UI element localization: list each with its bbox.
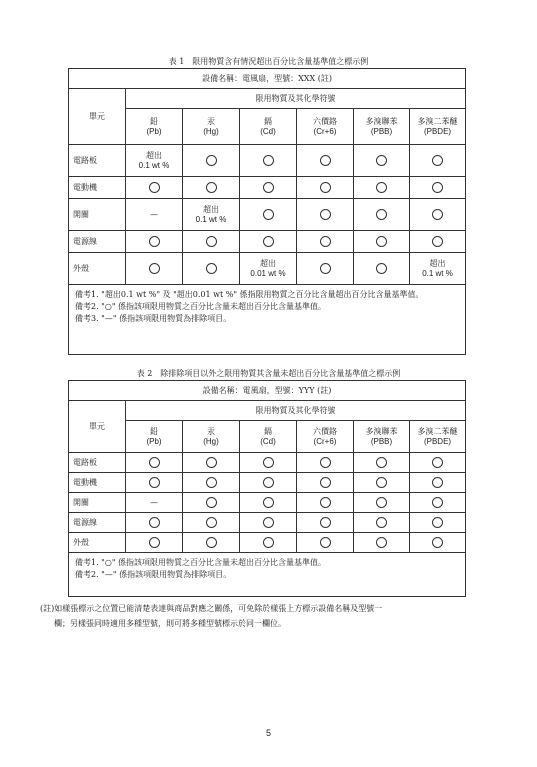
circle-icon xyxy=(432,209,443,220)
compliant-mark xyxy=(183,253,240,285)
unit-label: 電路板 xyxy=(69,453,126,473)
compliant-mark xyxy=(410,533,466,553)
circle-icon xyxy=(376,457,387,468)
substance-header: 鎘 (Cd) xyxy=(240,109,297,145)
substance-header: 多溴二苯醚 (PBDE) xyxy=(410,421,466,453)
table2-unit-header: 單元 xyxy=(69,401,126,453)
compliant-mark xyxy=(240,453,297,473)
circle-icon xyxy=(376,209,387,220)
compliant-mark xyxy=(126,473,183,493)
compliant-mark xyxy=(354,177,410,199)
note: 備考2. "○" 係指該項限用物質之百分比含量未超出百分比含量基準值。 xyxy=(75,302,327,311)
table1-body xyxy=(69,145,466,285)
table-row xyxy=(69,231,466,253)
compliant-mark xyxy=(354,253,410,285)
circle-icon xyxy=(376,517,387,528)
excluded-mark: — xyxy=(126,493,183,513)
circle-icon xyxy=(263,477,274,488)
table-row xyxy=(69,493,466,513)
circle-icon xyxy=(320,517,331,528)
circle-icon xyxy=(432,236,443,247)
substance-header: 鉛 (Pb) xyxy=(126,109,183,145)
table-row xyxy=(69,145,466,177)
circle-icon xyxy=(206,457,217,468)
circle-icon xyxy=(320,457,331,468)
compliant-mark xyxy=(354,473,410,493)
unit-label: 開關 xyxy=(69,493,126,513)
note: 備考1. "超出0.1 wt %" 及 "超出0.01 wt %" 係指限用物質之百分比含量超出百分比含量基準值。 xyxy=(75,290,424,299)
table1-unit-header: 單元 xyxy=(69,89,126,145)
substance-header: 多溴聯苯 (PBB) xyxy=(354,109,410,145)
compliant-mark xyxy=(240,533,297,553)
table2 xyxy=(68,380,466,597)
circle-icon xyxy=(206,497,217,508)
compliant-mark xyxy=(297,253,354,285)
exceed-mark: 超出 0.1 wt % xyxy=(410,253,466,285)
compliant-mark xyxy=(297,533,354,553)
table1-notes xyxy=(69,285,466,355)
compliant-mark xyxy=(297,199,354,231)
compliant-mark xyxy=(297,145,354,177)
compliant-mark xyxy=(183,231,240,253)
table1-substances-header: 限用物質及其化學符號 xyxy=(126,89,466,109)
table-row xyxy=(69,253,466,285)
circle-icon xyxy=(149,517,160,528)
circle-icon xyxy=(376,182,387,193)
unit-label: 外殼 xyxy=(69,533,126,553)
table1-caption: 表 1 限用物質含有情況超出百分比含量基準值之標示例 xyxy=(168,57,369,66)
circle-icon xyxy=(376,263,387,274)
compliant-mark xyxy=(183,493,240,513)
table-row xyxy=(69,177,466,199)
substance-header: 鉛 (Pb) xyxy=(126,421,183,453)
table2-notes xyxy=(69,553,466,597)
circle-icon xyxy=(263,457,274,468)
note: 備考3. "—" 係指該項限用物質為排除項目。 xyxy=(75,314,232,323)
circle-icon xyxy=(320,537,331,548)
circle-icon xyxy=(432,457,443,468)
footnote-line: (註)如樣張標示之位置已能清楚表達與商品對應之關係，可免除於樣張上方標示設備名稱及型號一 xyxy=(40,604,383,613)
compliant-mark xyxy=(183,177,240,199)
compliant-mark xyxy=(183,513,240,533)
circle-icon xyxy=(206,182,217,193)
circle-icon xyxy=(376,537,387,548)
circle-icon xyxy=(432,182,443,193)
compliant-mark xyxy=(354,231,410,253)
compliant-mark xyxy=(410,493,466,513)
compliant-mark xyxy=(297,493,354,513)
compliant-mark xyxy=(297,231,354,253)
exceed-mark: 超出 0.01 wt % xyxy=(240,253,297,285)
compliant-mark xyxy=(354,533,410,553)
compliant-mark xyxy=(410,199,466,231)
circle-icon xyxy=(149,477,160,488)
circle-icon xyxy=(376,477,387,488)
compliant-mark xyxy=(126,453,183,473)
excluded-mark: — xyxy=(126,199,183,231)
table1-substance-row xyxy=(69,109,466,145)
circle-icon xyxy=(376,236,387,247)
circle-icon xyxy=(149,236,160,247)
circle-icon xyxy=(320,155,331,166)
compliant-mark xyxy=(240,513,297,533)
circle-icon xyxy=(149,182,160,193)
compliant-mark xyxy=(410,231,466,253)
table2-substances-header: 限用物質及其化學符號 xyxy=(126,401,466,421)
table-row xyxy=(69,533,466,553)
compliant-mark xyxy=(297,513,354,533)
compliant-mark xyxy=(410,513,466,533)
circle-icon xyxy=(320,182,331,193)
table2-body xyxy=(69,453,466,553)
circle-icon xyxy=(206,477,217,488)
circle-icon xyxy=(206,517,217,528)
circle-icon xyxy=(263,155,274,166)
unit-label: 電路板 xyxy=(69,145,126,177)
circle-icon xyxy=(263,517,274,528)
compliant-mark xyxy=(297,177,354,199)
circle-icon xyxy=(206,155,217,166)
circle-icon xyxy=(206,263,217,274)
compliant-mark xyxy=(410,453,466,473)
table-row xyxy=(69,473,466,493)
circle-icon xyxy=(263,209,274,220)
substance-header: 六價鉻 (Cr+6) xyxy=(297,421,354,453)
compliant-mark xyxy=(354,453,410,473)
circle-icon xyxy=(320,263,331,274)
compliant-mark xyxy=(354,513,410,533)
substance-header: 多溴二苯醚 (PBDE) xyxy=(410,109,466,145)
circle-icon xyxy=(149,263,160,274)
circle-icon xyxy=(376,155,387,166)
compliant-mark xyxy=(297,473,354,493)
circle-icon xyxy=(320,236,331,247)
unit-label: 開關 xyxy=(69,199,126,231)
compliant-mark xyxy=(183,473,240,493)
unit-label: 電源線 xyxy=(69,231,126,253)
note: 備考1. "○" 係指該項限用物質之百分比含量未超出百分比含量基準值。 xyxy=(75,558,327,567)
substance-header: 六價鉻 (Cr+6) xyxy=(297,109,354,145)
circle-icon xyxy=(149,537,160,548)
compliant-mark xyxy=(410,145,466,177)
circle-icon xyxy=(320,209,331,220)
compliant-mark xyxy=(240,145,297,177)
compliant-mark xyxy=(240,473,297,493)
compliant-mark xyxy=(126,177,183,199)
circle-icon xyxy=(432,517,443,528)
circle-icon xyxy=(432,497,443,508)
circle-icon xyxy=(320,477,331,488)
circle-icon xyxy=(206,537,217,548)
unit-label: 電源線 xyxy=(69,513,126,533)
exceed-mark: 超出 0.1 wt % xyxy=(126,145,183,177)
compliant-mark xyxy=(126,231,183,253)
page-number: 5 xyxy=(265,728,271,738)
exceed-mark: 超出 0.1 wt % xyxy=(183,199,240,231)
footnote xyxy=(40,601,510,631)
compliant-mark xyxy=(354,145,410,177)
circle-icon xyxy=(263,182,274,193)
compliant-mark xyxy=(126,513,183,533)
table1-device-name: 設備名稱：電風扇，型號：XXX (註) xyxy=(69,69,466,89)
compliant-mark xyxy=(183,533,240,553)
substance-header: 多溴聯苯 (PBB) xyxy=(354,421,410,453)
unit-label: 外殼 xyxy=(69,253,126,285)
footnote-line: 欄；另樣張同時適用多種型號，則可將多種型號標示於同一欄位。 xyxy=(54,619,286,629)
unit-label: 電動機 xyxy=(69,177,126,199)
substance-header: 汞 (Hg) xyxy=(183,421,240,453)
compliant-mark xyxy=(410,473,466,493)
compliant-mark xyxy=(240,231,297,253)
compliant-mark xyxy=(126,253,183,285)
table2-device-name: 設備名稱：電風扇，型號：YYY (註) xyxy=(69,381,466,401)
compliant-mark xyxy=(240,199,297,231)
table2-substance-row xyxy=(69,421,466,453)
unit-label: 電動機 xyxy=(69,473,126,493)
circle-icon xyxy=(206,236,217,247)
compliant-mark xyxy=(354,199,410,231)
compliant-mark xyxy=(126,533,183,553)
circle-icon xyxy=(149,457,160,468)
compliant-mark xyxy=(183,453,240,473)
compliant-mark xyxy=(354,493,410,513)
circle-icon xyxy=(432,155,443,166)
compliant-mark xyxy=(297,453,354,473)
circle-icon xyxy=(263,236,274,247)
table1 xyxy=(68,68,466,355)
compliant-mark xyxy=(240,493,297,513)
compliant-mark xyxy=(410,177,466,199)
note: 備考2. "—" 係指該項限用物質為排除項目。 xyxy=(75,570,232,579)
substance-header: 汞 (Hg) xyxy=(183,109,240,145)
compliant-mark xyxy=(240,177,297,199)
table-row xyxy=(69,453,466,473)
table2-caption: 表 2 除排除項目以外之限用物質其含量未超出百分比含量基準值之標示例 xyxy=(136,369,401,378)
compliant-mark xyxy=(183,145,240,177)
table-row xyxy=(69,199,466,231)
circle-icon xyxy=(376,497,387,508)
circle-icon xyxy=(263,497,274,508)
substance-header: 鎘 (Cd) xyxy=(240,421,297,453)
circle-icon xyxy=(432,537,443,548)
circle-icon xyxy=(432,477,443,488)
circle-icon xyxy=(263,537,274,548)
circle-icon xyxy=(320,497,331,508)
table-row xyxy=(69,513,466,533)
